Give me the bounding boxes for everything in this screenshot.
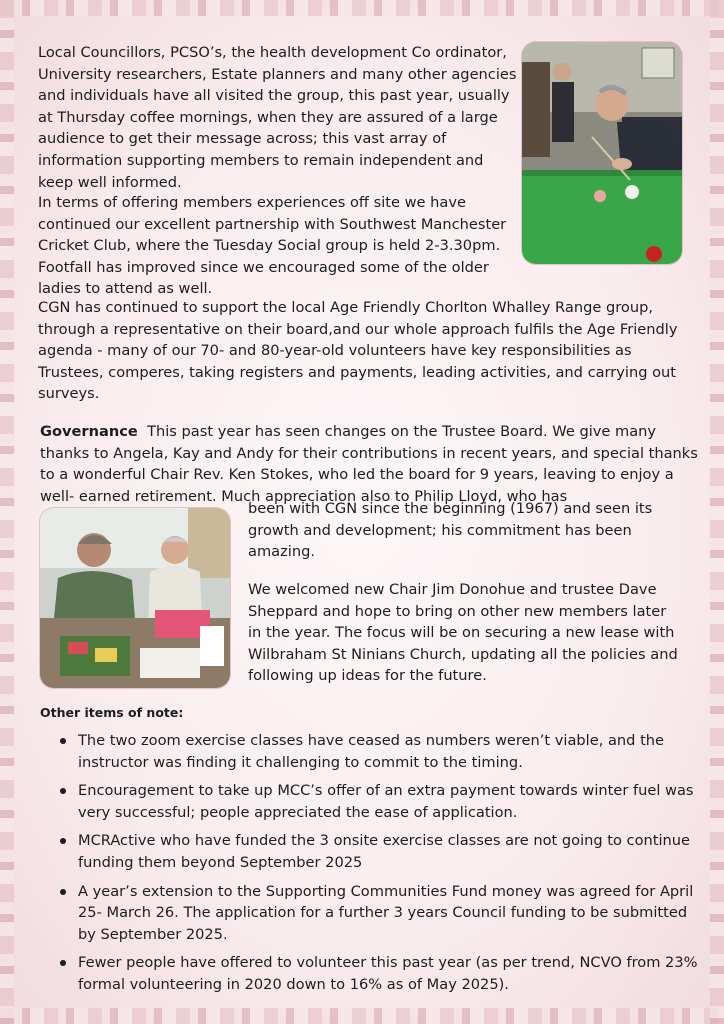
list-item bbox=[56, 881, 701, 946]
intro-paragraph-visitors: Local Councillors, PCSO’s, the health development Co ordinator, University researchers, Estate planners and many other agencies and individuals have all visited the group, this past year, usually at Thursday coffee mornings, when they are assured of a large audience to get their message across; this vast array of information supporting members to remain independent and keep well informed. bbox=[38, 44, 517, 191]
other-items-heading: Other items of note: bbox=[40, 705, 184, 720]
decorative-frame-top bbox=[0, 0, 724, 16]
governance-paragraph bbox=[40, 421, 700, 507]
bullet-icon bbox=[60, 738, 66, 744]
bullet-icon bbox=[60, 889, 66, 895]
bullet-icon bbox=[60, 960, 66, 966]
list-item bbox=[56, 952, 701, 995]
governance-heading: Governance bbox=[40, 423, 138, 440]
decorative-frame-right bbox=[710, 0, 724, 1024]
governance-new-chair-paragraph: We welcomed new Chair Jim Donohue and trustee Dave Sheppard and hope to bring on other new members later in the year. The focus will be on securing a new lease with Wilbraham St Ninians Church, updating all the policies and following up ideas for the future. bbox=[248, 581, 678, 685]
intro-paragraph-age-friendly: CGN has continued to support the local Age Friendly Chorlton Whalley Range group, through a representative on their board,and our whole approach fulfils the Age Friendly agenda - many of our 70- and 80-year-old volunteers have key responsibilities as Trustees, comperes, taking registers and payments, leading activities, and carrying out surveys. bbox=[38, 299, 678, 403]
list-item-text: Fewer people have offered to volunteer this past year (as per trend, NCVO from 23% formal volunteering in 2020 down to 16% as of May 2025). bbox=[78, 954, 698, 993]
list-item-text: A year’s extension to the Supporting Communities Fund money was agreed for April 25- March 26. The application for a further 3 years Council funding to be submitted by September 2025. bbox=[78, 882, 694, 943]
snooker-photo bbox=[522, 42, 682, 264]
bullet-icon bbox=[60, 838, 66, 844]
other-items-list bbox=[56, 730, 701, 1003]
crafts-photo bbox=[40, 508, 230, 688]
list-item bbox=[56, 730, 701, 773]
list-item-text: The two zoom exercise classes have ceased as numbers weren’t viable, and the instructor was finding it challenging to commit to the timing. bbox=[78, 732, 665, 771]
list-item bbox=[56, 780, 701, 823]
list-item bbox=[56, 830, 701, 873]
list-item-text: Encouragement to take up MCC’s offer of an extra payment towards winter fuel was very successful; people appreciated the ease of application. bbox=[78, 782, 694, 821]
decorative-frame-bottom bbox=[0, 1008, 724, 1024]
bullet-icon bbox=[60, 788, 66, 794]
governance-text-part-a: This past year has seen changes on the Trustee Board. We give many thanks to Angela, Kay and Andy for their contributions in recent years, and special thanks to a wonderful Chair Rev. Ken Stokes, who led the board for 9 years, leaving to enjoy a well- earned retirement. Much appreciation also to Philip Lloyd, who has bbox=[40, 423, 698, 505]
decorative-frame-left bbox=[0, 0, 14, 1024]
intro-paragraph-cricket-club: In terms of offering members experiences off site we have continued our excellent partnership with Southwest Manchester Cricket Club, where the Tuesday Social group is held 2-3.30pm. Footfall has improved since we encouraged some of the older ladies to attend as well. bbox=[38, 194, 507, 298]
list-item-text: MCRActive who have funded the 3 onsite exercise classes are not going to continue funding them beyond September 2025 bbox=[78, 832, 691, 871]
governance-text-part-b: been with CGN since the beginning (1967) and seen its growth and development; his commitment has been amazing. bbox=[248, 500, 653, 561]
